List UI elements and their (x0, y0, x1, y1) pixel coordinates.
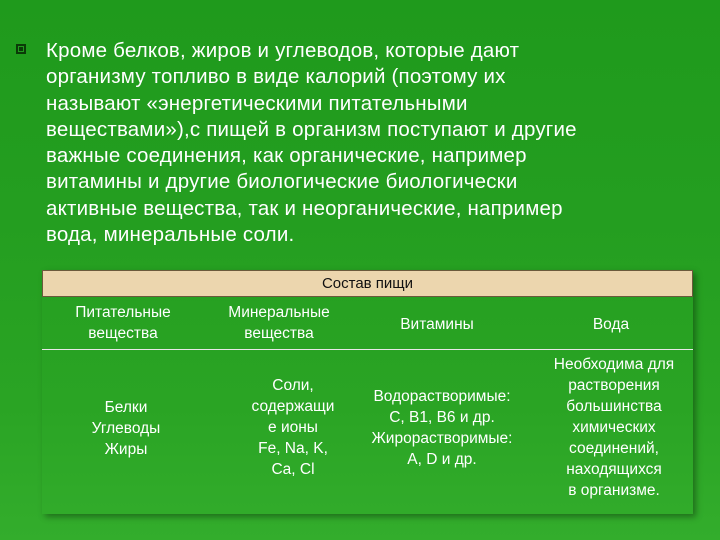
food-composition-table (42, 270, 693, 514)
paragraph-text: Кроме белков, жиров и углеводов, которые дают организму топливо в виде калорий (поэтому их называют «энергетическими питательными веществами»),с пищей в организм поступают и другие важные соединения, как органические, например витамины и другие биологические биологически активные вещества, так и неорганические, например вода, минеральные соли. (46, 39, 577, 247)
header-vitamins: Витамины (400, 316, 474, 333)
cell-vitamins: Водорастворимые: C, B1, B6 и др. Жирорастворимые: A, D и др. (371, 388, 513, 468)
square-bullet-icon (16, 44, 26, 54)
header-water: Вода (592, 316, 630, 333)
header-nutrients: Питательные вещества (75, 304, 171, 342)
cell-water: Необходима для растворения большинства химических соединений, находящихся в организме. (553, 356, 675, 499)
cell-nutrients: Белки Углеводы Жиры (91, 399, 161, 458)
cell-minerals: Соли, содержащи е ионы Fe, Na, K, Ca, Cl (251, 377, 335, 478)
table-title: Состав пищи (42, 270, 693, 297)
header-divider (42, 349, 693, 350)
header-minerals: Минеральные вещества (228, 304, 330, 342)
